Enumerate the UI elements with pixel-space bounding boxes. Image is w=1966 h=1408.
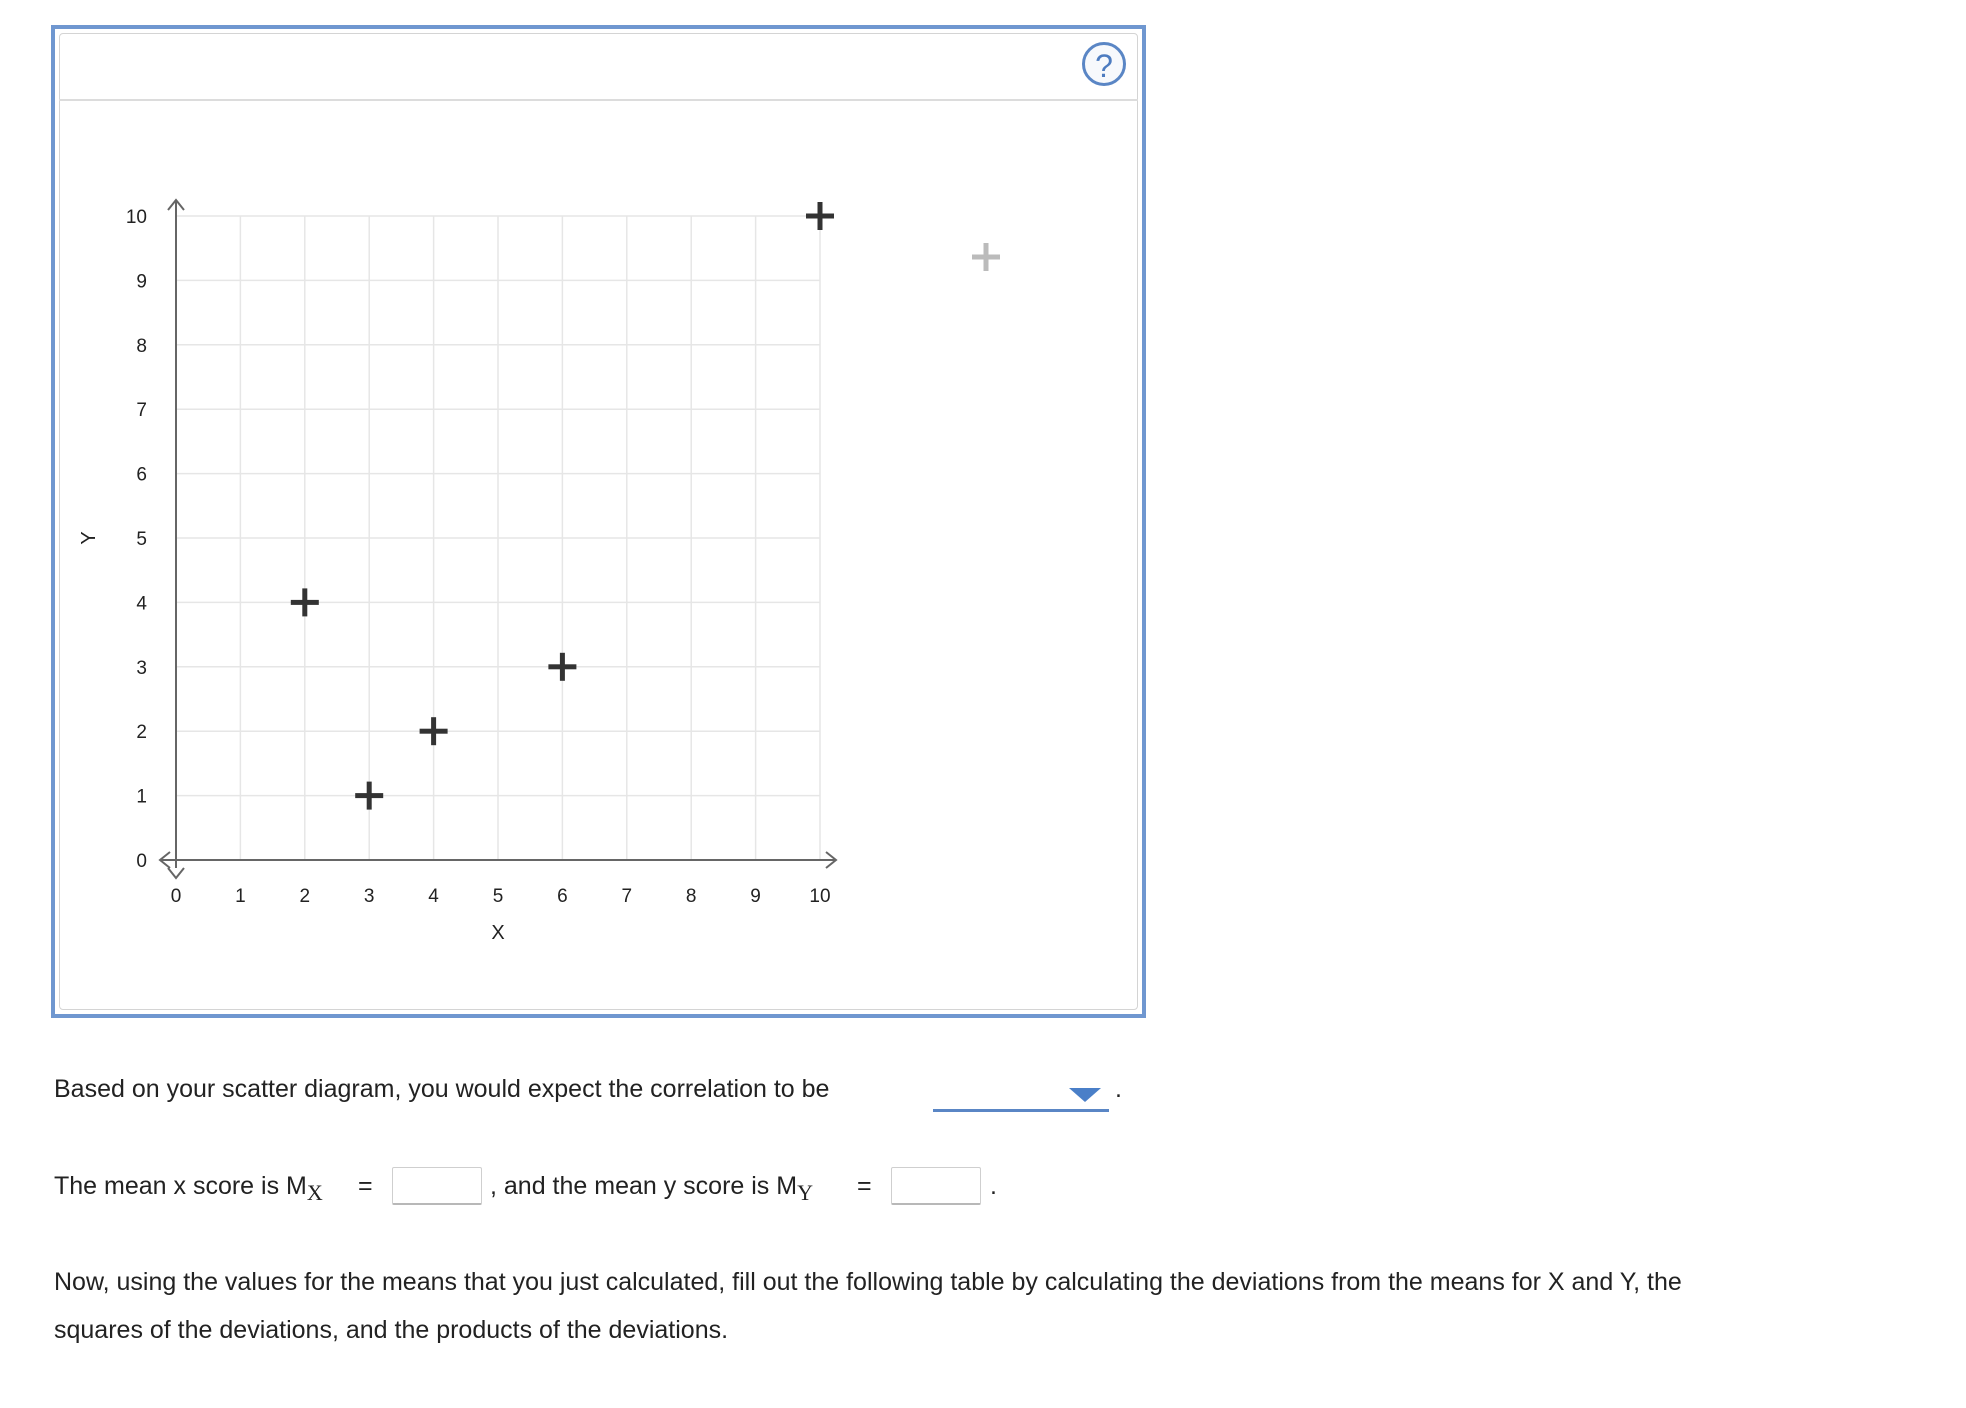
mean-y-equals: = — [857, 1172, 872, 1200]
x-tick-label: 8 — [685, 886, 697, 907]
chevron-down-icon — [1069, 1088, 1101, 1102]
instructions-line-1: Now, using the values for the means that you just calculated, fill out the following table by calculating the deviations from the means for X and Y, the — [54, 1268, 1682, 1296]
correlation-prompt: Based on your scatter diagram, you would expect the correlation to be — [54, 1075, 830, 1103]
x-tick-label: 3 — [363, 886, 375, 907]
x-tick-label: 7 — [621, 886, 633, 907]
x-axis-title: X — [491, 922, 505, 944]
point-tool-plus-icon[interactable] — [972, 243, 1000, 271]
mean-period: . — [990, 1172, 997, 1200]
mean-x-label — [54, 1172, 323, 1205]
y-tick-label: 6 — [136, 464, 147, 486]
data-point-marker — [291, 588, 319, 616]
mean-y-input[interactable] — [891, 1167, 981, 1205]
x-tick-label: 5 — [492, 886, 504, 907]
x-tick-label: 9 — [750, 886, 761, 907]
y-tick-label: 9 — [136, 271, 147, 293]
y-axis-down-arrow — [168, 868, 184, 878]
y-tick-label: 1 — [136, 786, 147, 808]
y-tick-label: 5 — [136, 529, 147, 550]
y-tick-label: 10 — [125, 207, 147, 228]
y-tick-label: 7 — [136, 400, 147, 422]
correlation-dropdown[interactable] — [933, 1070, 1109, 1112]
y-axis-title: Y — [78, 531, 100, 545]
y-tick-label: 0 — [136, 851, 147, 872]
x-tick-label: 0 — [170, 886, 182, 907]
data-point-marker — [355, 782, 383, 810]
mean-x-prefix: The mean x score is M — [54, 1172, 307, 1200]
mean-y-label — [490, 1172, 813, 1205]
mean-x-subscript: X — [306, 1180, 323, 1205]
y-tick-label: 2 — [136, 722, 147, 744]
instructions-line-2: squares of the deviations, and the products of the deviations. — [54, 1316, 729, 1344]
mean-x-input[interactable] — [392, 1167, 482, 1205]
mean-y-subscript: Y — [797, 1180, 813, 1205]
y-tick-label: 8 — [136, 335, 147, 357]
data-point-marker — [548, 653, 576, 681]
x-tick-label: 1 — [235, 886, 246, 907]
x-tick-label: 4 — [428, 886, 439, 907]
data-point-marker — [806, 202, 834, 230]
x-tick-label: 6 — [557, 886, 568, 907]
correlation-period: . — [1115, 1075, 1122, 1103]
y-tick-label: 3 — [136, 657, 147, 679]
mean-x-equals: = — [358, 1172, 373, 1200]
question-mark-icon: ? — [1095, 48, 1113, 84]
y-tick-label: 4 — [136, 593, 147, 615]
mean-y-prefix: , and the mean y score is M — [490, 1172, 798, 1200]
x-tick-label: 10 — [809, 886, 831, 907]
x-tick-label: 2 — [299, 886, 311, 907]
data-point-marker — [420, 717, 448, 745]
